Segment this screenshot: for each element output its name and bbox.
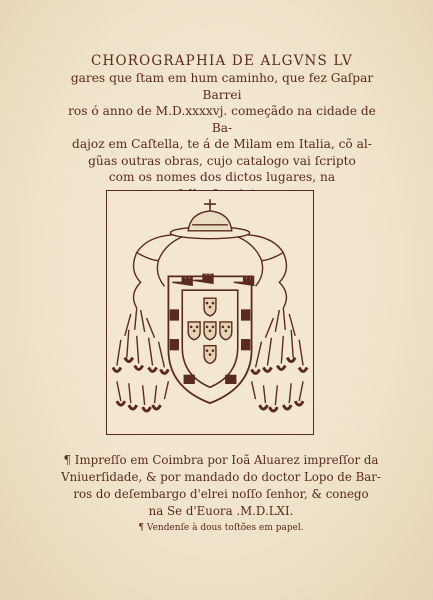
imprint-line: Vniuerſidade, & por mandado do doctor Lopo de Bar- xyxy=(61,470,381,484)
coat-of-arms-with-cardinal-hat-icon xyxy=(107,191,313,434)
title-line: ros ó anno de M.D.xxxxvj. começãdo na cidade de Ba- xyxy=(68,104,376,135)
imprint-line: ¶ Impreſſo em Coimbra por Ioã Aluarez impreſſor da xyxy=(63,453,379,467)
imprint-line: na Se d'Euora .M.D.LXI. xyxy=(148,504,294,518)
title-line: com os nomes dos dictos lugares, na xyxy=(108,170,336,184)
title-block xyxy=(62,52,382,202)
title-line: gares que ſtam em hum caminho, que fez Gaſpar Barrei xyxy=(70,71,374,102)
title-line: dajoz em Caſtella, te á de Milam em Italia, cõ al- xyxy=(72,137,372,151)
title-line: CHOROGRAPHIA DE ALGVNS LV xyxy=(90,53,353,69)
imprint-block xyxy=(36,452,406,535)
price-note: ¶ Vendenſe à dous toſtões em papel. xyxy=(138,523,304,533)
title-line: gũas outras obras, cujo catalogo vai ſcripto xyxy=(88,153,356,168)
woodcut-coat-of-arms xyxy=(106,190,314,435)
imprint-line: ros do deſembargo d'elrei noſſo ſenhor, & conego xyxy=(73,487,369,501)
